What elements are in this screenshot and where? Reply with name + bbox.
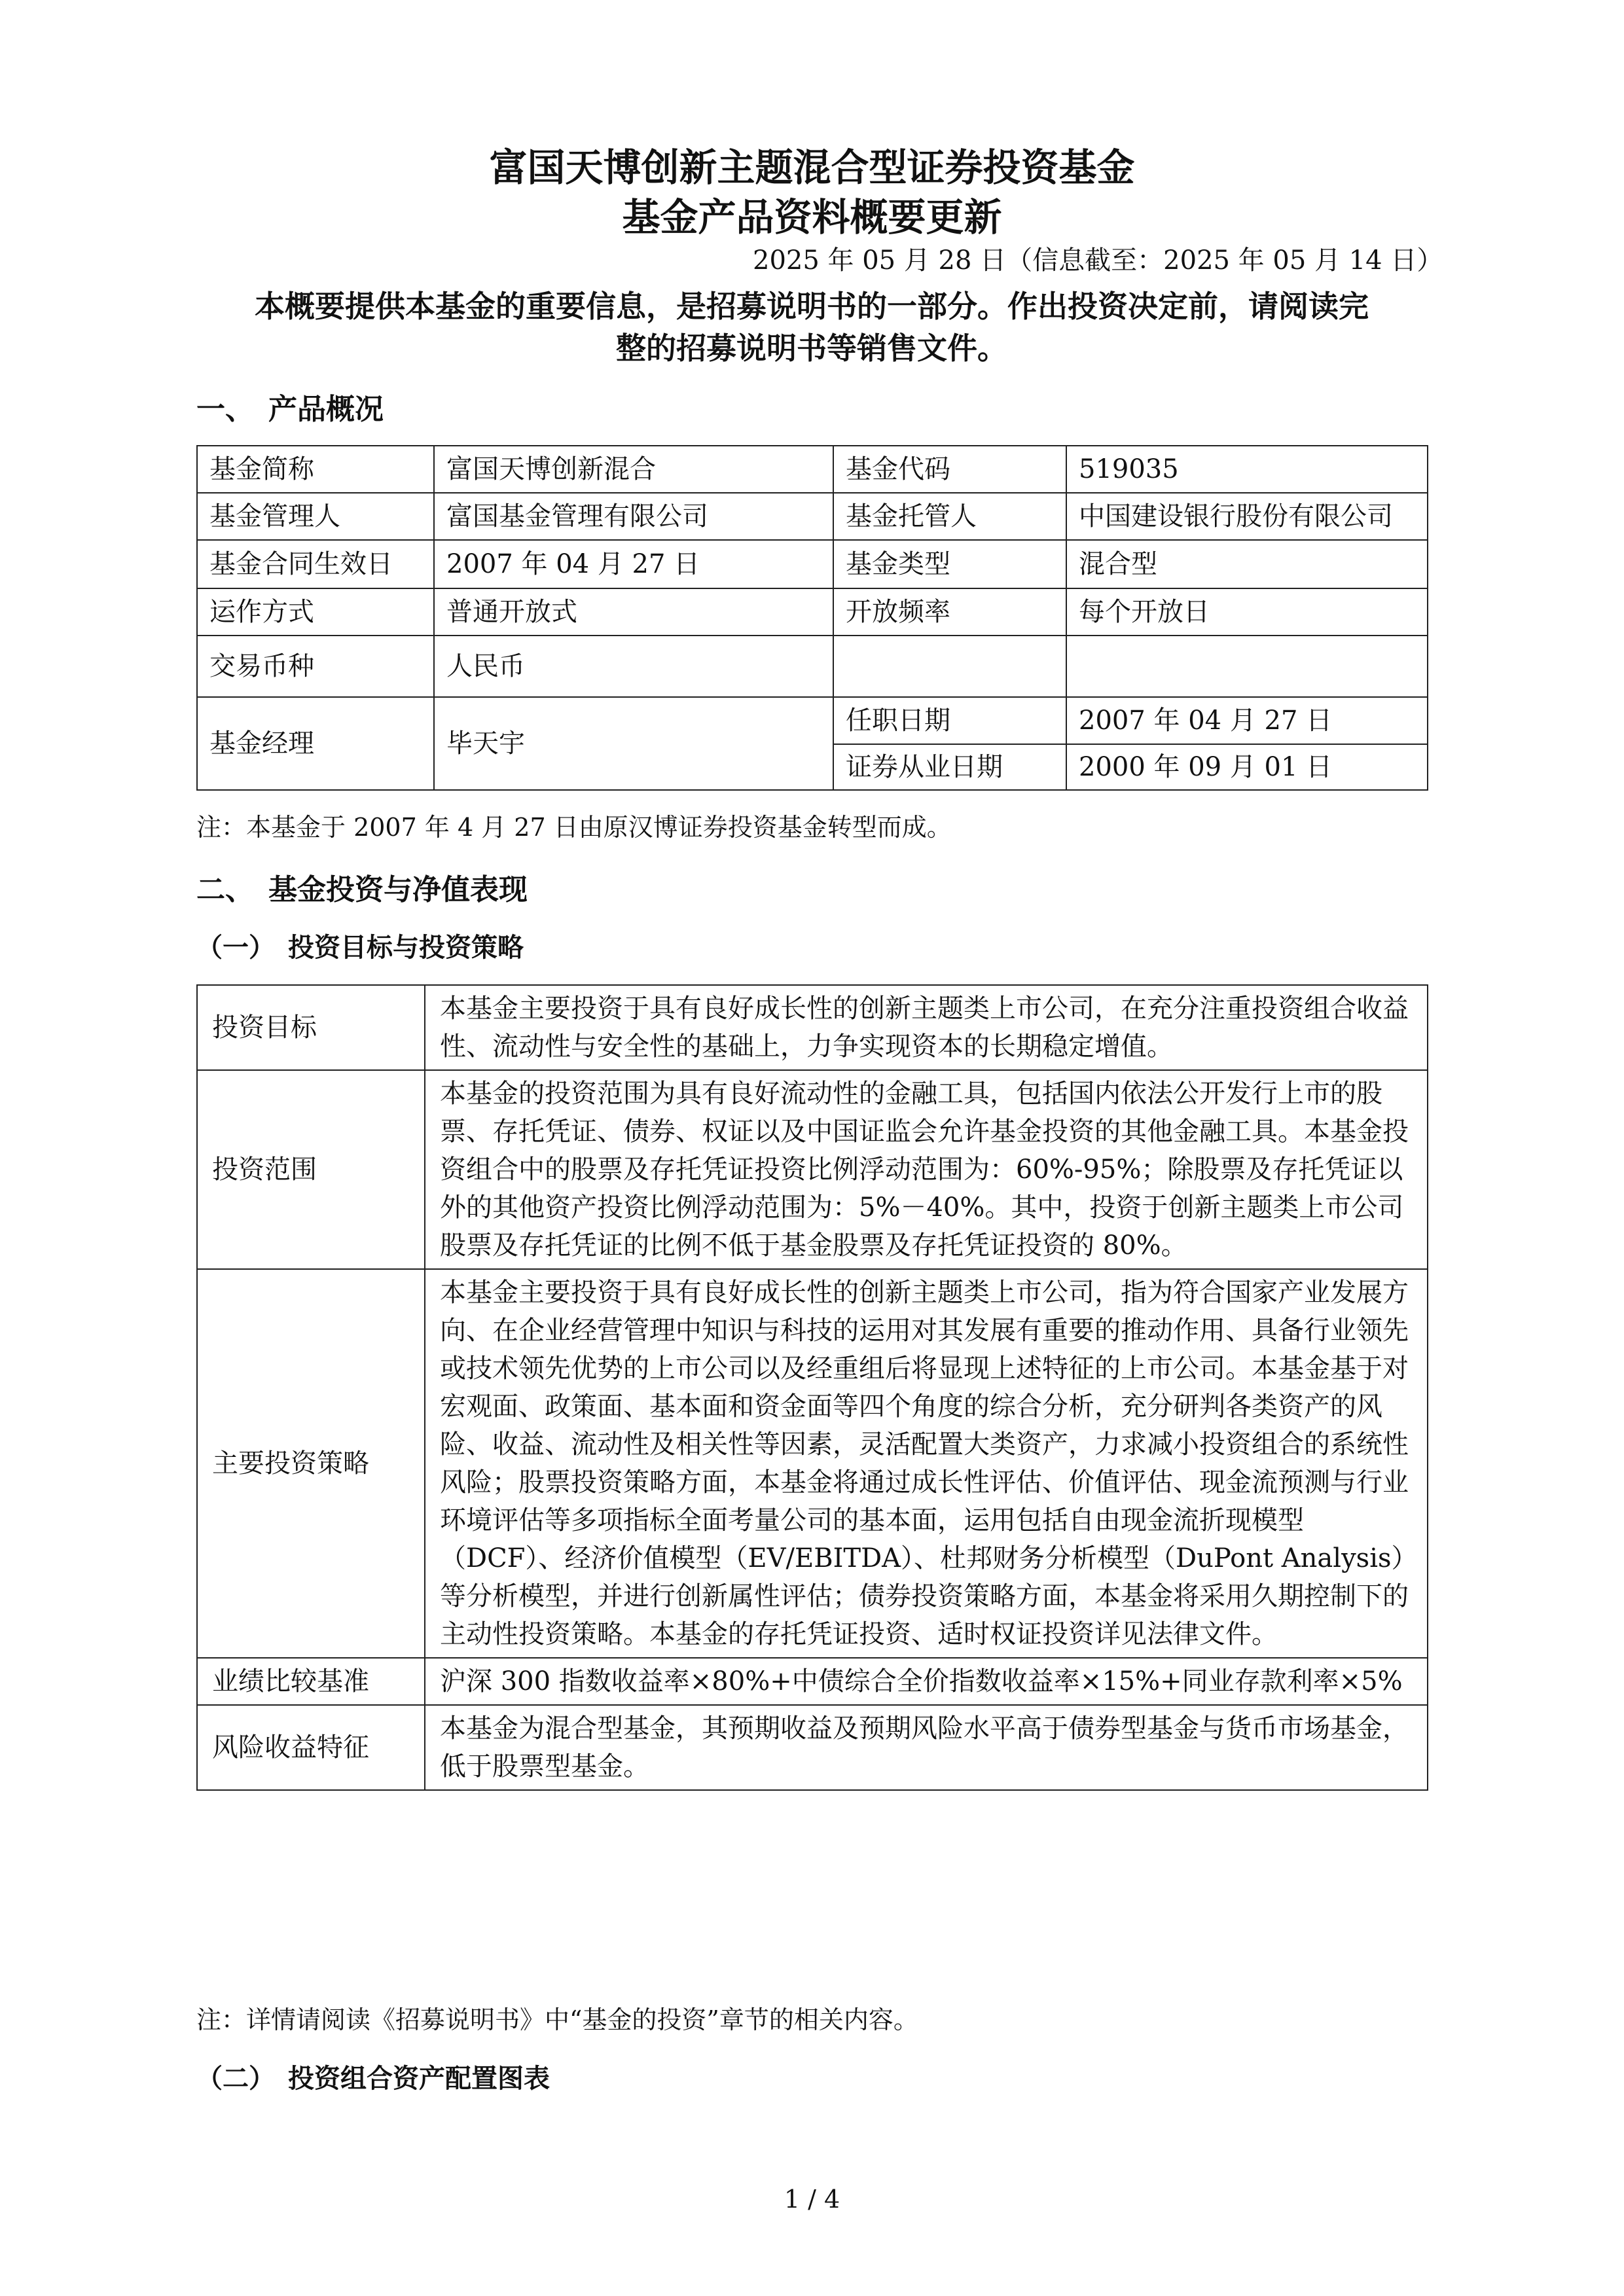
table-row xyxy=(197,1070,1428,1269)
table-row xyxy=(197,697,1428,744)
section2-note: 注：详情请阅读《招募说明书》中“基金的投资”章节的相关内容。 xyxy=(196,2005,918,2034)
cell-label: 任职日期 xyxy=(833,697,1066,744)
subsection2-heading: （二） 投资组合资产配置图表 xyxy=(196,2064,550,2094)
investment-strategy-table xyxy=(196,984,1428,1791)
cell-value: 富国基金管理有限公司 xyxy=(434,493,833,540)
cell-label: 风险收益特征 xyxy=(197,1705,425,1790)
product-overview-table xyxy=(196,445,1428,791)
cell-empty xyxy=(833,636,1066,697)
cell-value: 普通开放式 xyxy=(434,588,833,636)
cell-label: 业绩比较基准 xyxy=(197,1658,425,1705)
cell-label: 交易币种 xyxy=(197,636,434,697)
cell-label: 投资范围 xyxy=(197,1070,425,1269)
cell-label: 基金经理 xyxy=(197,697,434,790)
table-row xyxy=(197,985,1428,1070)
section1-note: 注：本基金于 2007 年 4 月 27 日由原汉博证券投资基金转型而成。 xyxy=(196,813,952,842)
cell-value: 本基金主要投资于具有良好成长性的创新主题类上市公司，在充分注重投资组合收益性、流动性与安全性的基础上，力争实现资本的长期稳定增值。 xyxy=(425,985,1428,1070)
cell-value: 中国建设银行股份有限公司 xyxy=(1066,493,1428,540)
table-row xyxy=(197,588,1428,636)
cell-value: 每个开放日 xyxy=(1066,588,1428,636)
cell-value: 2007 年 04 月 27 日 xyxy=(434,540,833,588)
doc-title: 富国天博创新主题混合型证券投资基金 xyxy=(489,145,1135,190)
table-row xyxy=(197,446,1428,493)
table-row xyxy=(197,493,1428,540)
section1-heading: 一、 产品概况 xyxy=(196,393,384,426)
cell-value: 519035 xyxy=(1066,446,1428,493)
doc-date: 2025 年 05 月 28 日（信息截至：2025 年 05 月 14 日） xyxy=(753,245,1443,276)
cell-label: 基金简称 xyxy=(197,446,434,493)
section2-heading: 二、 基金投资与净值表现 xyxy=(196,873,528,906)
cell-value: 混合型 xyxy=(1066,540,1428,588)
intro-line-1: 本概要提供本基金的重要信息，是招募说明书的一部分。作出投资决定前，请阅读完 xyxy=(255,289,1369,324)
cell-value: 本基金为混合型基金，其预期收益及预期风险水平高于债券型基金与货币市场基金，低于股票型基金。 xyxy=(425,1705,1428,1790)
page-number: 1 / 4 xyxy=(784,2185,840,2214)
table-row xyxy=(197,636,1428,697)
cell-label: 基金合同生效日 xyxy=(197,540,434,588)
cell-label: 运作方式 xyxy=(197,588,434,636)
doc-subtitle: 基金产品资料概要更新 xyxy=(622,195,1002,240)
table-row xyxy=(197,540,1428,588)
cell-label: 基金管理人 xyxy=(197,493,434,540)
cell-label: 基金托管人 xyxy=(833,493,1066,540)
cell-label: 基金代码 xyxy=(833,446,1066,493)
cell-value: 本基金主要投资于具有良好成长性的创新主题类上市公司，指为符合国家产业发展方向、在企业经营管理中知识与科技的运用对其发展有重要的推动作用、具备行业领先或技术领先优势的上市公司以及经重组后将显现上述特征的上市公司。本基金基于对宏观面、政策面、基本面和资金面等四个角度的综合分析，充分研判各类资产的风险、收益、流动性及相关性等因素，灵活配置大类资产，力求减小投资组合的系统性风险；股票投资策略方面，本基金将通过成长性评估、价值评估、现金流预测与行业环境评估等多项指标全面考量公司的基本面，运用包括自由现金流折现模型（DCF）、经济价值模型（EV/EBITDA）、杜邦财务分析模型（DuPont Analysis）等分析模型，并进行创新属性评估；债券投资策略方面，本基金将采用久期控制下的主动性投资策略。本基金的存托凭证投资、适时权证投资详见法律文件。 xyxy=(425,1269,1428,1658)
cell-value: 沪深 300 指数收益率×80%+中债综合全价指数收益率×15%+同业存款利率×5% xyxy=(425,1658,1428,1705)
intro-line-2: 整的招募说明书等销售文件。 xyxy=(616,331,1007,366)
cell-label: 开放频率 xyxy=(833,588,1066,636)
cell-value: 2000 年 09 月 01 日 xyxy=(1066,744,1428,790)
table-row xyxy=(197,1658,1428,1705)
cell-label: 投资目标 xyxy=(197,985,425,1070)
cell-label: 证券从业日期 xyxy=(833,744,1066,790)
table-row xyxy=(197,1269,1428,1658)
cell-value: 本基金的投资范围为具有良好流动性的金融工具，包括国内依法公开发行上市的股票、存托凭证、债券、权证以及中国证监会允许基金投资的其他金融工具。本基金投资组合中的股票及存托凭证投资比例浮动范围为：60%-95%；除股票及存托凭证以外的其他资产投资比例浮动范围为：5%－40%。其中，投资于创新主题类上市公司股票及存托凭证的比例不低于基金股票及存托凭证投资的 80%。 xyxy=(425,1070,1428,1269)
cell-label: 主要投资策略 xyxy=(197,1269,425,1658)
cell-value: 富国天博创新混合 xyxy=(434,446,833,493)
subsection1-heading: （一） 投资目标与投资策略 xyxy=(196,933,524,963)
table-row xyxy=(197,1705,1428,1790)
cell-value: 毕天宇 xyxy=(434,697,833,790)
cell-empty xyxy=(1066,636,1428,697)
cell-value: 2007 年 04 月 27 日 xyxy=(1066,697,1428,744)
cell-value: 人民币 xyxy=(434,636,833,697)
cell-label: 基金类型 xyxy=(833,540,1066,588)
